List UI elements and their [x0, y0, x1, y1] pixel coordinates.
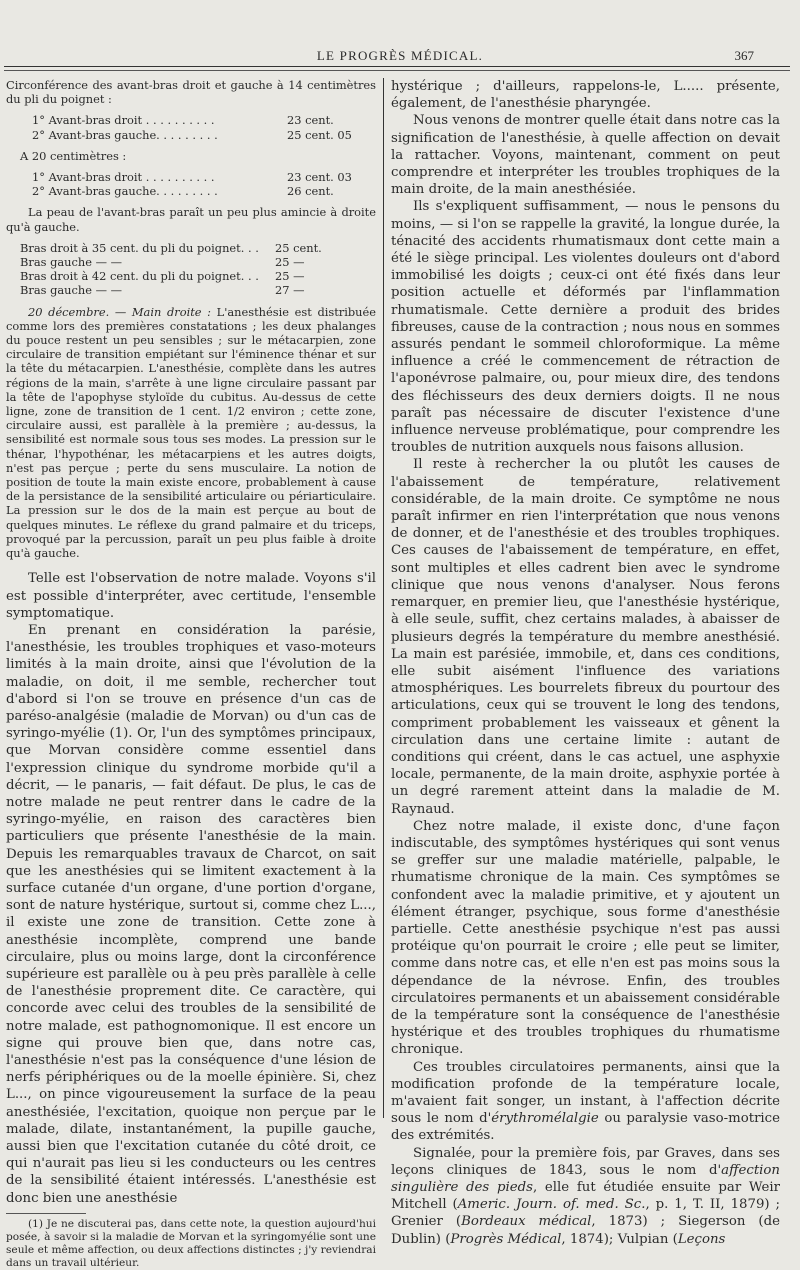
journal-title: LE PROGRÈS MÉDICAL. [316, 48, 484, 63]
text-run: ou paralysie vaso-motrice des extrémités. [391, 1111, 780, 1144]
paragraph [391, 1059, 780, 1145]
text-run: , elle fut étudiée ensuite par Weir Mitchell ( [391, 1180, 780, 1213]
december-observation [6, 305, 376, 561]
measurement-row [6, 269, 376, 283]
citation: Leçons [677, 1231, 726, 1247]
measurement-label: Bras gauche — — [20, 283, 122, 298]
measurement-label: Bras droit à 35 cent. du pli du poignet. . . [20, 240, 259, 255]
column-divider [383, 78, 384, 1118]
measurement-label: 2° Avant-bras gauche. . . . . . . . . [32, 127, 218, 142]
measurement-row [6, 283, 376, 297]
measurement-label: 1° Avant-bras droit . . . . . . . . . . [32, 170, 215, 185]
measurement-row [6, 128, 376, 142]
paragraph: En prenant en considération la parésie, l'anesthésie, les troubles trophiques et vaso-moteurs limités à la main droite, ainsi que l'évolution de la maladie, on doit, il me semble, rechercher tout d'abord si l'on se trouve en présence d'un cas de paréso-analgésie (maladie de Morvan) ou d'un cas de syringo-myélie (1). Or, l'un des symptômes principaux, que Morvan considère comme essentiel dans l'expression clinique du syndrome morbide qu'il a décrit, — le panaris, — fait défaut. De plus, le cas de notre malade ne peut rentrer dans le cadre de la syringo-myélie, en raison des caractères bien particuliers que présente l'anesthésie de la main. Depuis les remarquables travaux de Charcot, on sait que les anesthésies qui se limitent exactement à la surface cutanée d'un organe, d'une portion d'organe, sont de nature hystérique, surtout si, comme chez L..., il existe une zone de transition. Cette zone à anesthésie incomplète, comprend une bande circulaire, plus ou moins large, dont la circonférence supérieure est parallèle ou à peu près parallèle à celle de l'anesthésie proprement dite. Ce caractère, qui concorde avec celui des troubles de la sensibilité de notre malade, est pathognomonique. Il est encore un signe qui prouve bien que, dans notre cas, l'anesthésie n'est pas la conséquence d'une lésion de nerfs périphériques ou de la moelle épinière. Si, chez L..., on pince vigoureusement la surface de la peau anesthésiée, l'excitation, quoique non perçue par le malade, dilate, instantanément, la pupille gauche, aussi bien que l'excitation cutanée du côté droit, ce qui n'aurait pas lieu si les conducteurs ou les centres de la sensibilité étaient intéressés. L'anesthésie est donc bien une anesthésie [6, 622, 376, 1206]
measurement-label: Bras droit à 42 cent. du pli du poignet. . . [20, 269, 259, 284]
left-column [6, 78, 376, 1270]
footnote: (1) Je ne discuterai pas, dans cette note, la question aujourd'hui posée, à savoir si la maladie de Morvan et la syringomyélie sont une seule et même affection, ou deux affections distinctes ; j'y reviendrai dans un travail ultérieur. [6, 1217, 376, 1269]
right-column [391, 78, 780, 1248]
paragraph: hystérique ; d'ailleurs, rappelons-le, L..... présente, également, de l'anesthésie pharyngée. [391, 79, 780, 112]
measurement-value: 26 cent. [287, 184, 334, 199]
italic-term: érythromélalgie [491, 1111, 599, 1127]
footnote-rule [6, 1213, 86, 1214]
observation-date: 20 décembre. — Main droite : [28, 304, 212, 319]
header-rule [4, 66, 790, 67]
measurement-label: Bras gauche — — [20, 255, 122, 270]
measurement-row [6, 255, 376, 269]
text-run: Signalée, pour la première fois, par Graves, dans ses leçons cliniques de 1843, sous le nom d' [391, 1145, 780, 1178]
measurement-intro: Circonférence des avant-bras droit et gauche à 14 centimètres du pli du poignet : [6, 78, 376, 107]
paragraph [391, 1145, 780, 1248]
measurement-value: 23 cent. [287, 113, 334, 128]
paragraph: Il reste à rechercher la ou plutôt les causes de l'abaissement de température, relativement considérable, de la main droite. Ce symptôme ne nous paraît infirmer en rien l'interprétation que nous venons de donner, et de l'anesthésie et des troubles trophiques. Ces causes de l'abaissement de température, en effet, sont multiples et elles cadrent bien avec le syndrome clinique que nous venons d'analyser. Nous ferons remarquer, en premier lieu, que l'anesthésie hystérique, à elle seule, suffit, chez certains malades, à abaisser de plusieurs degrés la température du membre anesthésié. La main est parésiée, immobile, et, dans ces conditions, elle subit aisément l'influence des variations atmosphériques. Les bourrelets fibreux du pourtour des articulations, ceux qui se trouvent le long des tendons, compriment probablement les vaisseaux et gênent la circulation dans une certaine limite : autant de conditions qui créent, dans le cas actuel, une asphyxie locale, permanente, de la main droite, asphyxie portée à un degré rarement atteint dans la maladie de M. Raynaud. [391, 457, 780, 817]
citation: Bordeaux médical [461, 1214, 592, 1230]
measurement-row [6, 184, 376, 198]
measurement-row [6, 170, 376, 184]
measurement-label: 2° Avant-bras gauche. . . . . . . . . [32, 184, 218, 199]
measurement-label: 1° Avant-bras droit . . . . . . . . . . [32, 113, 215, 128]
text-run: Ces troubles circulatoires permanents, ainsi que la modification profonde de la température locale, m'avaient fait songer, un instant, à l'affection décrite sous le nom d' [391, 1059, 780, 1127]
header-rule-thin [4, 70, 790, 71]
citation: Americ. Journ. of. med. Sc. [457, 1197, 646, 1213]
page-number: 367 [734, 48, 754, 63]
text-run: , p. 1, T. II, 1879) ; Grenier ( [391, 1197, 780, 1230]
skin-note: La peau de l'avant-bras paraît un peu plus amincie à droite qu'à gauche. [6, 205, 376, 234]
text-run: , 1874); Vulpian ( [561, 1231, 678, 1247]
paragraph: Ils s'expliquent suffisamment, — nous le pensons du moins, — si l'on se rappelle la gravité, la longue durée, la ténacité des accidents rhumatismaux dont cette main a été le siège principal. Les violentes douleurs ont d'abord immobilisé les doigts ; ceux-ci ont été fixés dans leur position actuelle et déformés par l'inflammation rhumatismale. Cette dernière a produit des brides fibreuses, cause de la contraction ; nous nous en sommes assurés pendant le sommeil chloroformique. La même influence a créé le commencement de rétraction de l'aponévrose palmaire, ou, pour mieux dire, des tendons des fléchisseurs des deux derniers doigts. Il ne nous paraît pas nécessaire de discuter l'existence d'une influence nerveuse problématique, pour comprendre les troubles de nutrition auxquels nous faisons allusion. [391, 199, 780, 456]
measurement-value: 25 cent. 05 [287, 127, 352, 142]
measurement-value: 25 — [275, 269, 305, 284]
observation-text: L'anesthésie est distribuée comme lors des premières constatations ; les deux phalanges du pouce restent un peu sensibles ; sur le métacarpien, zone circulaire de transition empiétant sur l'éminence thénar et sur la tête du métacarpien. L'anesthésie, complète dans les autres régions de la main, s'arrête à une ligne circulaire passant par la tête de l'apophyse styloïde du cubitus. Au-dessus de cette ligne, zone de transition de 1 cent. 1/2 environ ; cette zone, circulaire aussi, est parallèle à la première ; au-dessus, la sensibilité est normale sous tous ses modes. La pression sur le thénar, l'hypothénar, les métacarpiens et les autres doigts, n'est pas perçue ; perte du sens musculaire. La notion de position de toute la main existe encore, probablement à cause de la persistance de la sensibilité articulaire ou périarticulaire. La pression sur le dos de la main est perçue au bout de quelques minutes. Le réflexe du grand palmaire et du triceps, provoqué par la percussion, paraît un peu plus faible à droite qu'à gauche. [6, 304, 376, 561]
measurement-row [6, 241, 376, 255]
paragraph: Telle est l'observation de notre malade. Voyons s'il est possible d'interpréter, avec certitude, l'ensemble symptomatique. [6, 571, 376, 621]
paragraph: Nous venons de montrer quelle était dans notre cas la signification de l'anesthésie, à quelle affection on devait la rattacher. Voyons, maintenant, comment on peut comprendre et interpréter les troubles trophiques de la main droite, de la main anesthésiée. [391, 113, 780, 198]
text-run: , 1873) ; Siegerson (de Dublin) ( [391, 1214, 780, 1247]
italic-term: affection singulière des pieds [391, 1162, 780, 1195]
measurement-value: 25 cent. [275, 240, 322, 255]
measurement-value: 25 — [275, 255, 305, 270]
measurement-subheading: A 20 centimètres : [20, 148, 127, 163]
measurement-row [6, 113, 376, 127]
measurement-value: 23 cent. 03 [287, 170, 352, 185]
paragraph: Chez notre malade, il existe donc, d'une façon indiscutable, des symptômes hystériques qui sont venus se greffer sur une maladie matérielle, palpable, le rhumatisme chronique de la main. Ces symptômes se confondent avec la maladie primitive, et y ajoutent un élément étranger, psychique, sous forme d'anesthésie partielle. Cette anesthésie psychique n'est pas aussi protéique qu'on pourrait le croire ; elle peut se limiter, comme dans notre cas, et elle n'en est pas moins sous la dépendance de la névrose. Enfin, des troubles circulatoires permanents et un abaissement considérable de la température sont la conséquence de l'anesthésie hystérique et des troubles trophiques du rhumatisme chronique. [391, 818, 780, 1058]
measurement-value: 27 — [275, 283, 305, 298]
citation: Progrès Médical [450, 1231, 562, 1247]
